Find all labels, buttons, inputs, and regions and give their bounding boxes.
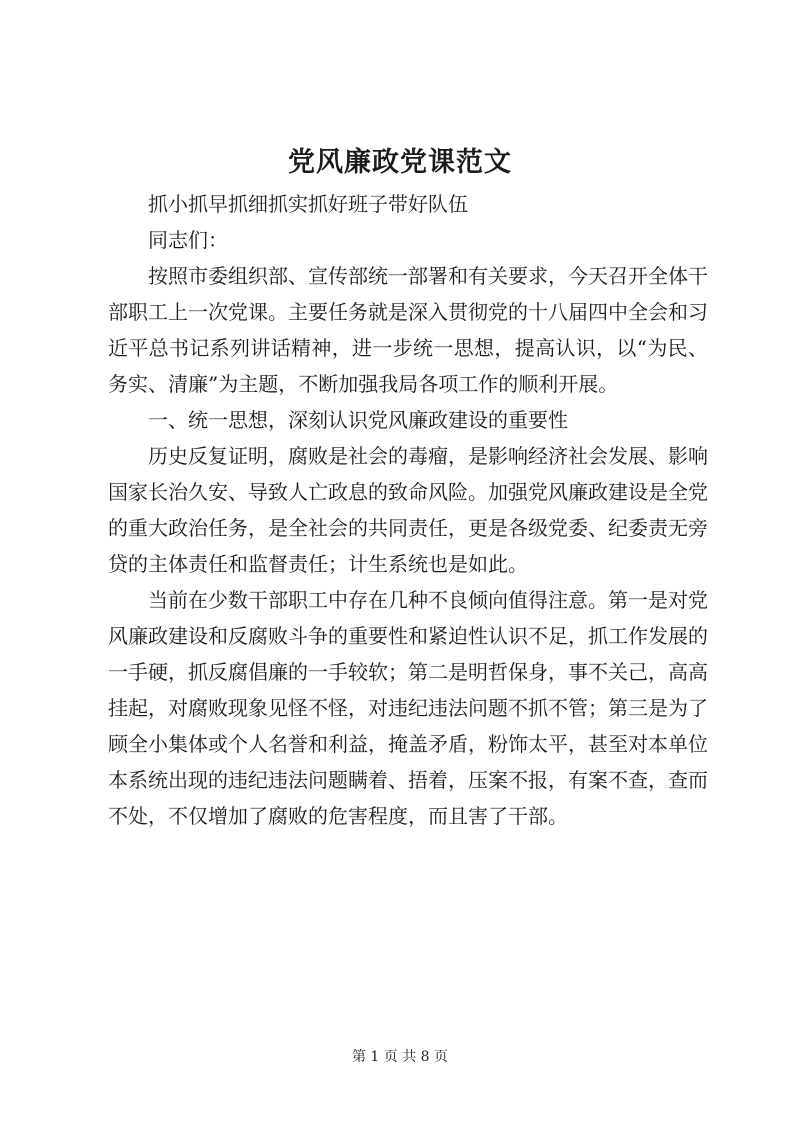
section-heading: 一、统一思想，深刻认识党风廉政建设的重要性 <box>148 408 568 432</box>
document-title: 党风廉政党课范文 <box>288 147 512 178</box>
body-paragraph: 按照市委组织部、宣传部统一部署和有关要求，今天召开全体干部职工上一次党课。主要任务就是深入贯彻党的十八届四中全会和习近平总书记系列讲话精神，进一步统一思想，提高认识，以“为民、务实、清廉”为主题，不断加强我局各项工作的顺利开展。 <box>108 264 708 396</box>
salutation-paragraph: 同志们： <box>148 228 228 252</box>
document-body <box>108 186 708 834</box>
body-paragraph: 当前在少数干部职工中存在几种不良倾向值得注意。第一是对党风廉政建设和反腐败斗争的重要性和紧迫性认识不足，抓工作发展的一手硬，抓反腐倡廉的一手较软；第二是明哲保身，事不关己，高高挂起，对腐败现象见怪不怪，对违纪违法问题不抓不管；第三是为了顾全小集体或个人名誉和利益，掩盖矛盾，粉饰太平，甚至对本单位本系统出现的违纪违法问题瞒着、捂着，压案不报，有案不查，查而不处，不仅增加了腐败的危害程度，而且害了干部。 <box>108 588 708 828</box>
subtitle-paragraph: 抓小抓早抓细抓实抓好班子带好队伍 <box>148 192 468 216</box>
page-footer: 第 1 页 共 8 页 <box>351 1049 449 1065</box>
body-paragraph: 历史反复证明，腐败是社会的毒瘤，是影响经济社会发展、影响国家长治久安、导致人亡政息的致命风险。加强党风廉政建设是全党的重大政治任务，是全社会的共同责任，更是各级党委、纪委责无旁贷的主体责任和监督责任；计生系统也是如此。 <box>108 444 708 576</box>
